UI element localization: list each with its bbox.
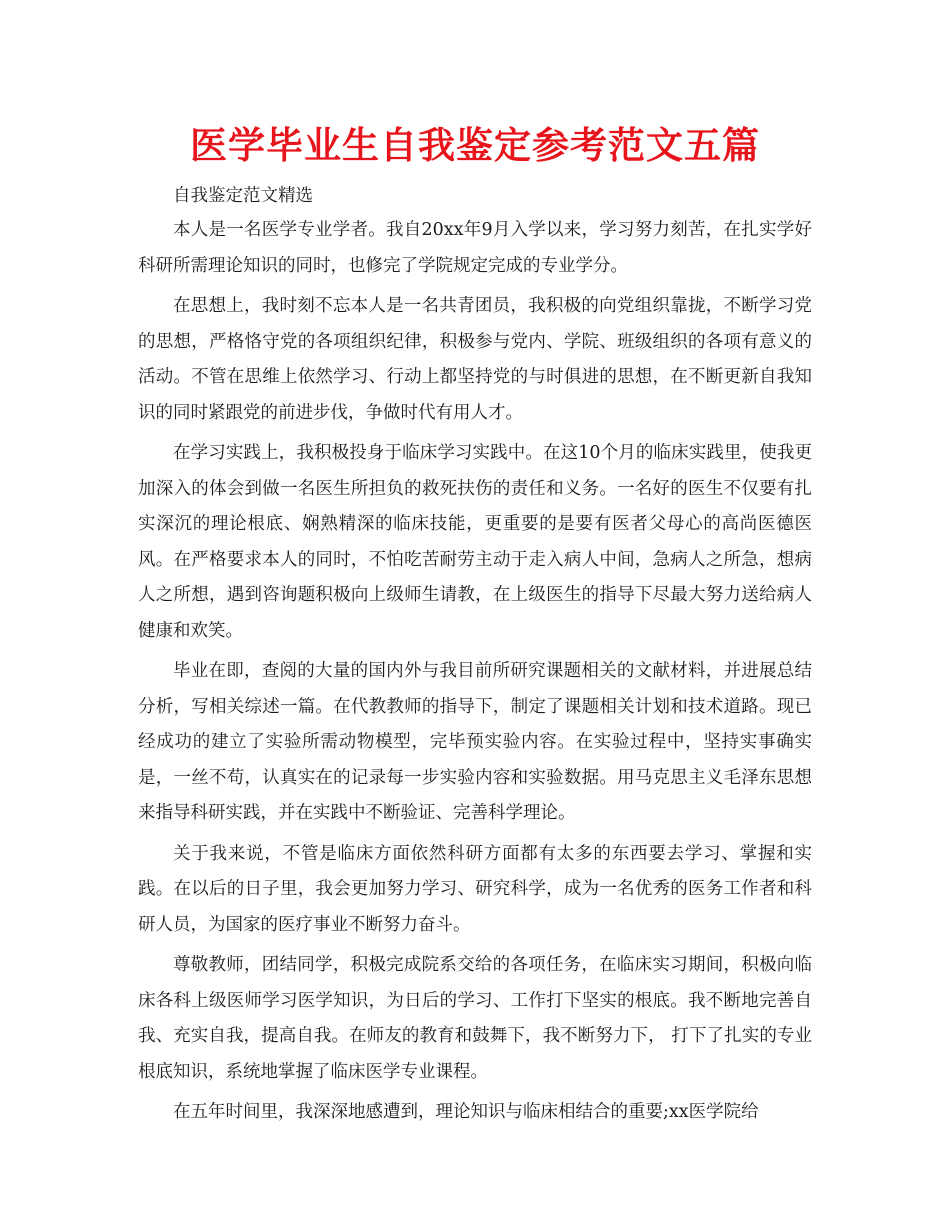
paragraph-3: 在学习实践上，我积极投身于临床学习实践中。在这10个月的临床实践里，使我更加深入的体会到做一名医生所担负的救死扶伤的责任和义务。一名好的医生不仅要有扎实深沉的理论根底、娴熟精深的临床技能，更重要的是要有医者父母心的高尚医德医风。在严格要求本人的同时，不怕吃苦耐劳主动于走入病人中间，急病人之所急，想病人之所想，遇到咨询题积极向上级师生请教，在上级医生的指导下尽最大努力送给病人健康和欢笑。 <box>138 443 812 641</box>
document-title: 医学毕业生自我鉴定参考范文五篇 <box>190 124 760 167</box>
paragraph-5: 关于我来说，不管是临床方面依然科研方面都有太多的东西要去学习、掌握和实践。在以后的日子里，我会更加努力学习、研究科学，成为一名优秀的医务工作者和科研人员，为国家的医疗事业不断努力奋斗。 <box>138 843 812 935</box>
document-subtitle: 自我鉴定范文精选 <box>173 186 313 206</box>
paragraph-2: 在思想上，我时刻不忘本人是一名共青团员，我积极的向党组织靠拢，不断学习党的思想，严格恪守党的各项组织纪律，积极参与党内、学院、班级组织的各项有意义的活动。不管在思维上依然学习、行动上都坚持党的与时俱进的思想，在不断更新自我知识的同时紧跟党的前进步伐，争做时代有用人才。 <box>138 296 812 423</box>
paragraph-4: 毕业在即，查阅的大量的国内外与我目前所研究课题相关的文献材料，并进展总结分析，写相关综述一篇。在代教教师的指导下，制定了课题相关计划和技术道路。现已经成功的建立了实验所需动物模型，完毕预实验内容。在实验过程中，坚持实事确实是，一丝不苟，认真实在的记录每一步实验内容和实验数据。用马克思主义毛泽东思想来指导科研实践，并在实践中不断验证、完善科学理论。 <box>138 661 812 823</box>
paragraph-6: 尊敬教师，团结同学，积极完成院系交给的各项任务，在临床实习期间，积极向临床各科上级医师学习医学知识，为日后的学习、工作打下坚实的根底。我不断地完善自我、充实自我，提高自我。在师友的教育和鼓舞下，我不断努力下， 打下了扎实的专业根底知识，系统地掌握了临床医学专业课程。 <box>138 955 812 1082</box>
paragraph-1: 本人是一名医学专业学者。我自20xx年9月入学以来，学习努力刻苦，在扎实学好科研所需理论知识的同时，也修完了学院规定完成的专业学分。 <box>138 220 812 276</box>
paragraph-7: 在五年时间里，我深深地感遭到，理论知识与临床相结合的重要;xx医学院给 <box>173 1102 759 1122</box>
